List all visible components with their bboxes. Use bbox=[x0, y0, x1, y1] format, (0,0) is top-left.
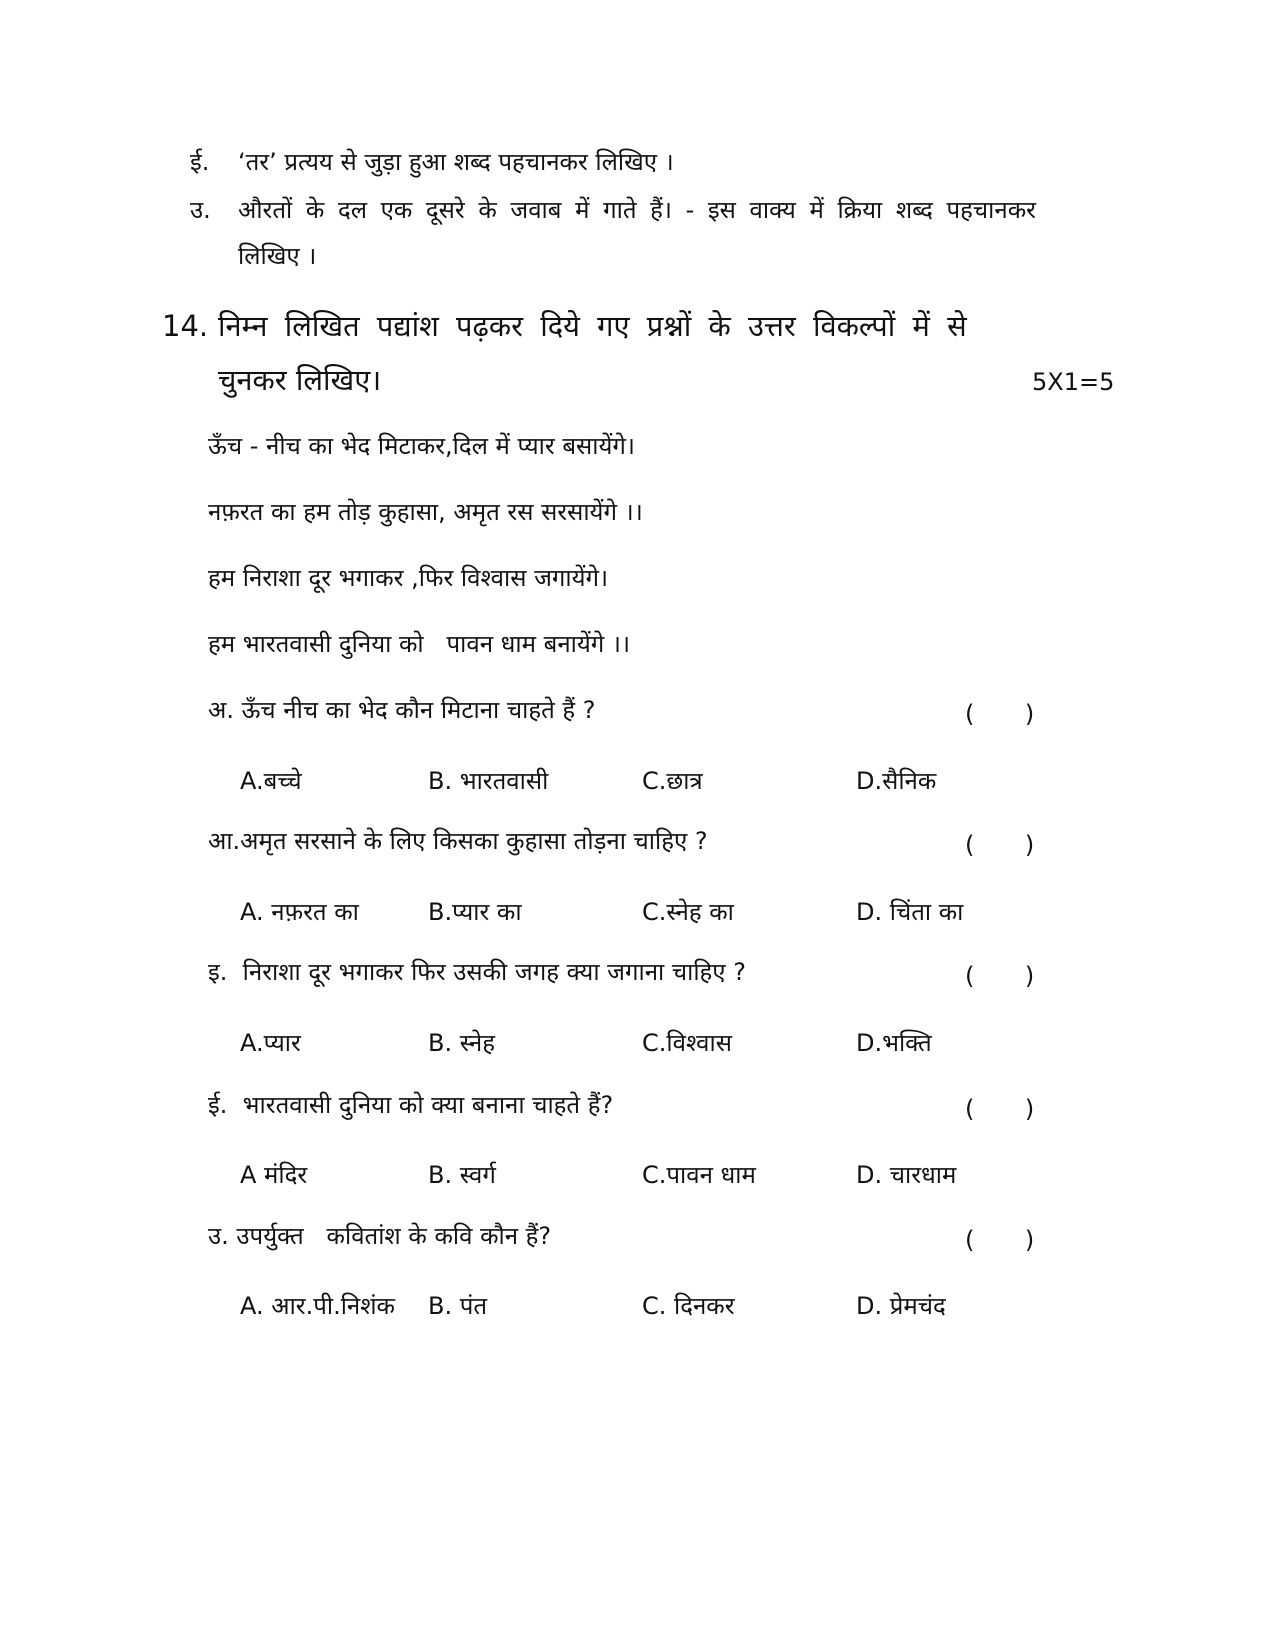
answer-paren: ( ) bbox=[965, 700, 1039, 728]
option-c: C.स्नेह का bbox=[642, 898, 734, 926]
option-a: A. नफ़रत का bbox=[240, 898, 359, 926]
answer-paren: ( ) bbox=[965, 1226, 1039, 1254]
question-text-line1: निम्न लिखित पद्यांश पढ़कर दिये गए प्रश्नों के उत्तर विकल्पों में से bbox=[218, 309, 967, 343]
option-c: C. दिनकर bbox=[642, 1292, 735, 1320]
pre-item-u-continuation: लिखिए । bbox=[238, 242, 317, 270]
option-a: A मंदिर bbox=[240, 1161, 308, 1189]
poem-line-4: हम भारतवासी दुनिया को पावन धाम बनायेंगे ।। bbox=[208, 630, 631, 658]
poem-line-2: नफ़रत का हम तोड़ कुहासा, अमृत रस सरसायेंगे ।। bbox=[208, 498, 643, 526]
item-number: ई. bbox=[190, 148, 210, 176]
option-a: A.बच्चे bbox=[240, 767, 302, 795]
option-b: B. भारतवासी bbox=[428, 767, 549, 795]
item-number: उ. bbox=[190, 196, 211, 224]
option-b: B. स्नेह bbox=[428, 1029, 495, 1057]
option-d: D.सैनिक bbox=[856, 767, 937, 795]
sub-question-aa: आ.अमृत सरसाने के लिए किसका कुहासा तोड़ना चाहिए ? bbox=[208, 827, 708, 855]
option-d: D. चारधाम bbox=[856, 1161, 957, 1189]
option-d: D.भक्ति bbox=[856, 1029, 932, 1057]
sub-question-u: उ. उपर्युक्त कवितांश के कवि कौन हैं? bbox=[208, 1222, 552, 1250]
option-b: B. स्वर्ग bbox=[428, 1161, 496, 1189]
sub-question-i: इ. निराशा दूर भगाकर फिर उसकी जगह क्या जगाना चाहिए ? bbox=[208, 958, 746, 986]
option-d: D. प्रेमचंद bbox=[856, 1292, 946, 1320]
option-b: B.प्यार का bbox=[428, 898, 522, 926]
answer-paren: ( ) bbox=[965, 831, 1039, 859]
poem-line-3: हम निराशा दूर भगाकर ,फिर विश्वास जगायेंगे। bbox=[208, 564, 609, 592]
question-text-line2: चुनकर लिखिए। bbox=[218, 363, 382, 397]
option-a: A. आर.पी.निशंक bbox=[240, 1292, 395, 1320]
sub-question-ii: ई. भारतवासी दुनिया को क्या बनाना चाहते हैं? bbox=[208, 1091, 614, 1119]
sub-question-a: अ. ऊँच नीच का भेद कौन मिटाना चाहते हैं ? bbox=[208, 696, 596, 724]
option-d: D. चिंता का bbox=[856, 898, 964, 926]
option-c: C.पावन धाम bbox=[642, 1161, 756, 1189]
poem-line-1: ऊँच - नीच का भेद मिटाकर,दिल में प्यार बसायेंगे। bbox=[208, 432, 635, 460]
item-text: ‘तर’ प्रत्यय से जुड़ा हुआ शब्द पहचानकर लिखिए । bbox=[238, 148, 674, 176]
answer-paren: ( ) bbox=[965, 1095, 1039, 1123]
answer-paren: ( ) bbox=[965, 962, 1039, 990]
marks-label: 5X1=5 bbox=[1032, 368, 1115, 396]
option-c: C.विश्वास bbox=[642, 1029, 732, 1057]
option-c: C.छात्र bbox=[642, 767, 703, 795]
question-number: 14. bbox=[162, 309, 209, 343]
item-text: औरतों के दल एक दूसरे के जवाब में गाते हैं। - इस वाक्य में क्रिया शब्द पहचानकर bbox=[238, 196, 1036, 224]
option-a: A.प्यार bbox=[240, 1029, 301, 1057]
option-b: B. पंत bbox=[428, 1292, 488, 1320]
